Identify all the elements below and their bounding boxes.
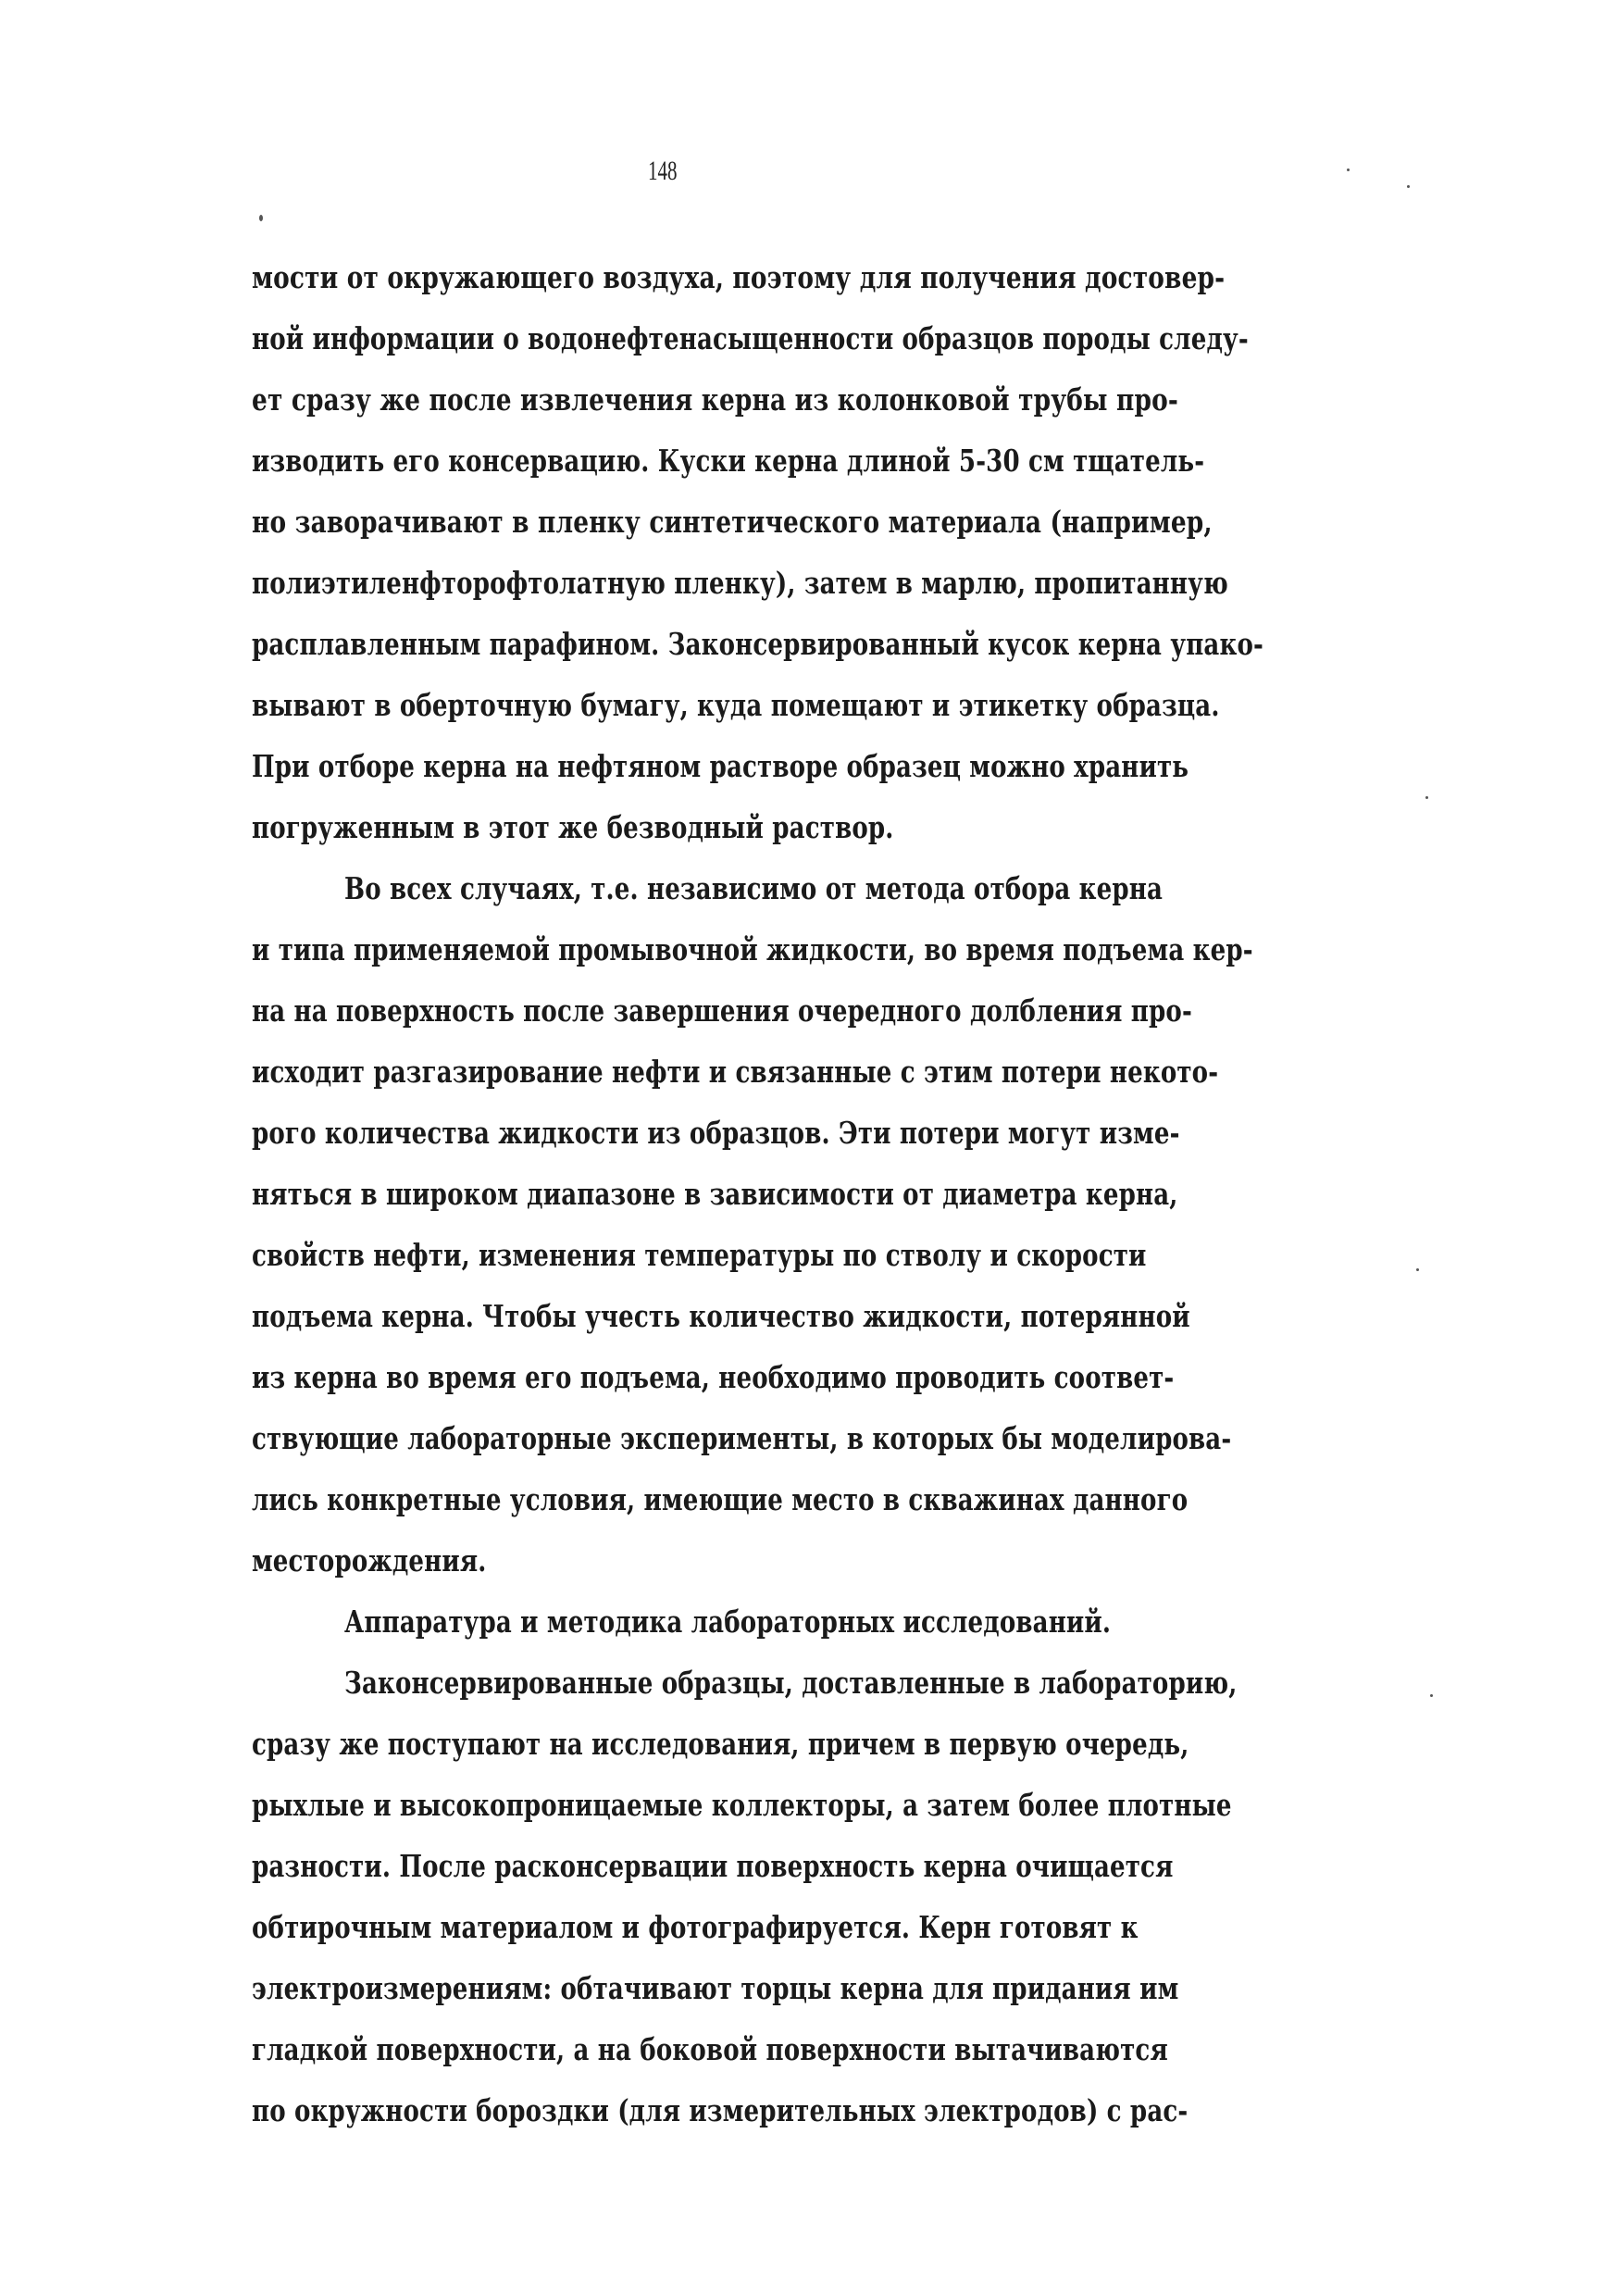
text-line: свойств нефти, изменения температуры по стволу и скорости (252, 1237, 1147, 1273)
scan-artifact (1347, 168, 1350, 171)
scan-artifact (259, 215, 263, 221)
text-line: и типа применяемой промывочной жидкости, во время подъема кер- (252, 931, 1253, 967)
text-line: рого количества жидкости из образцов. Эти потери могут изме- (252, 1115, 1180, 1151)
scan-artifact (1416, 1268, 1419, 1271)
text-line: подъема керна. Чтобы учесть количество жидкости, потерянной (252, 1298, 1190, 1334)
text-line: месторождения. (252, 1542, 487, 1578)
text-line: разности. После расконсервации поверхность керна очищается (252, 1848, 1174, 1884)
paragraph-start-line: Во всех случаях, т.е. независимо от метода отбора керна (344, 870, 1164, 906)
text-line: мости от окружающего воздуха, поэтому для получения достовер- (252, 259, 1226, 295)
section-heading: Аппаратура и методика лабораторных исследований. (344, 1603, 1112, 1640)
text-line: исходит разгазирование нефти и связанные с этим потери некото- (252, 1054, 1219, 1090)
text-line: няться в широком диапазоне в зависимости от диаметра керна, (252, 1176, 1178, 1212)
text-line: изводить его консервацию. Куски керна длиной 5-30 см тщатель- (252, 443, 1205, 479)
text-line: рыхлые и высокопроницаемые коллекторы, а затем более плотные (252, 1787, 1232, 1823)
text-line: на на поверхность после завершения очередного долбления про- (252, 992, 1192, 1029)
text-line: При отборе керна на нефтяном растворе образец можно хранить (252, 748, 1189, 784)
text-line: ствующие лабораторные эксперименты, в которых бы моделирова- (252, 1420, 1232, 1456)
text-line: из керна во время его подъема, необходимо проводить соответ- (252, 1359, 1175, 1395)
paragraph-start-line: Законсервированные образцы, доставленные в лабораторию, (344, 1665, 1238, 1701)
text-line: обтирочным материалом и фотографируется. Керн готовят к (252, 1909, 1139, 1945)
text-line: ет сразу же после извлечения керна из колонковой трубы про- (252, 381, 1179, 418)
text-line: полиэтиленфторофтолатную пленку), затем в марлю, пропитанную (252, 565, 1228, 601)
text-line: сразу же поступают на исследования, причем в первую очередь, (252, 1726, 1189, 1762)
scan-artifact (1425, 796, 1428, 799)
text-line: но заворачивают в пленку синтетического материала (например, (252, 504, 1213, 540)
scan-artifact (1430, 1694, 1433, 1697)
text-line: по окружности бороздки (для измерительных электродов) с рас- (252, 2092, 1189, 2128)
text-line: гладкой поверхности, а на боковой поверхности вытачиваются (252, 2031, 1168, 2067)
scan-artifact (1407, 185, 1410, 188)
text-line: вывают в оберточную бумагу, куда помещают и этикетку образца. (252, 687, 1220, 723)
text-line: расплавленным парафином. Законсервированный кусок керна упако- (252, 626, 1263, 662)
text-line: лись конкретные условия, имеющие место в скважинах данного (252, 1481, 1189, 1517)
text-line: ной информации о водонефтенасыщенности образцов породы следу- (252, 320, 1249, 356)
page-number: 148 (648, 156, 678, 186)
text-line: электроизмерениям: обтачивают торцы керна для придания им (252, 1970, 1179, 2006)
text-line: погруженным в этот же безводный раствор. (252, 809, 894, 845)
